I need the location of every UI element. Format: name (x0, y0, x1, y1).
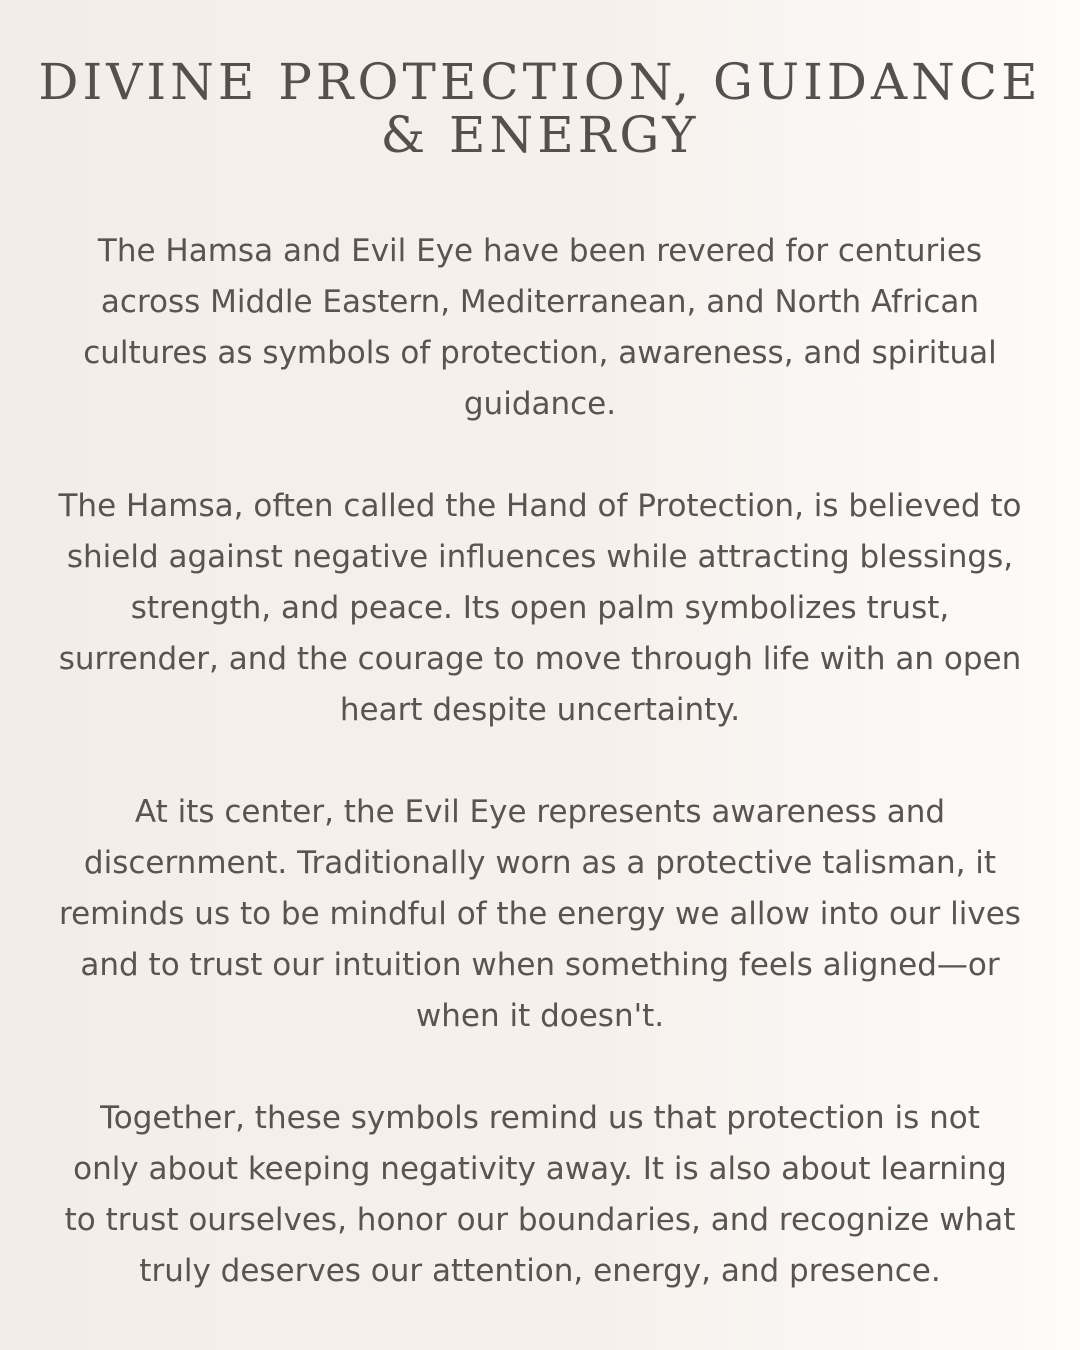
text-line: Together, these symbols remind us that protection is not (100, 1100, 980, 1136)
text-line: cultures as symbols of protection, awareness, and spiritual (83, 335, 997, 371)
body-text (10, 226, 1070, 1297)
text-line: guidance. (463, 386, 617, 422)
text-line: only about keeping negativity away. It is also about learning (73, 1151, 1007, 1187)
text-line: truly deserves our attention, energy, and presence. (139, 1253, 941, 1289)
text-line: strength, and peace. Its open palm symbolizes trust, (130, 590, 950, 626)
paragraph-evil-eye (10, 787, 1070, 1042)
title-line-1: DIVINE PROTECTION, GUIDANCE (38, 53, 1042, 111)
text-line: heart despite uncertainty. (339, 692, 741, 728)
text-line: to trust ourselves, honor our boundaries, and recognize what (64, 1202, 1016, 1238)
paragraph-together (10, 1093, 1070, 1297)
text-line: shield against negative influences while attracting blessings, (66, 539, 1014, 575)
text-line: At its center, the Evil Eye represents awareness and (134, 794, 946, 830)
text-line: The Hamsa and Evil Eye have been revered for centuries (97, 233, 983, 269)
page-title (10, 53, 1070, 164)
text-line: reminds us to be mindful of the energy we allow into our lives (59, 896, 1021, 932)
title-line-2: & ENERGY (380, 106, 700, 164)
text-line: The Hamsa, often called the Hand of Protection, is believed to (58, 488, 1022, 524)
text-line: across Middle Eastern, Mediterranean, and North African (100, 284, 980, 320)
text-line: and to trust our intuition when something feels aligned—or (80, 947, 1000, 983)
text-line: surrender, and the courage to move through life with an open (58, 641, 1022, 677)
paragraph-hamsa (10, 481, 1070, 736)
paragraph-intro (10, 226, 1070, 430)
text-line: when it doesn't. (415, 998, 665, 1034)
text-line: discernment. Traditionally worn as a protective talisman, it (83, 845, 997, 881)
